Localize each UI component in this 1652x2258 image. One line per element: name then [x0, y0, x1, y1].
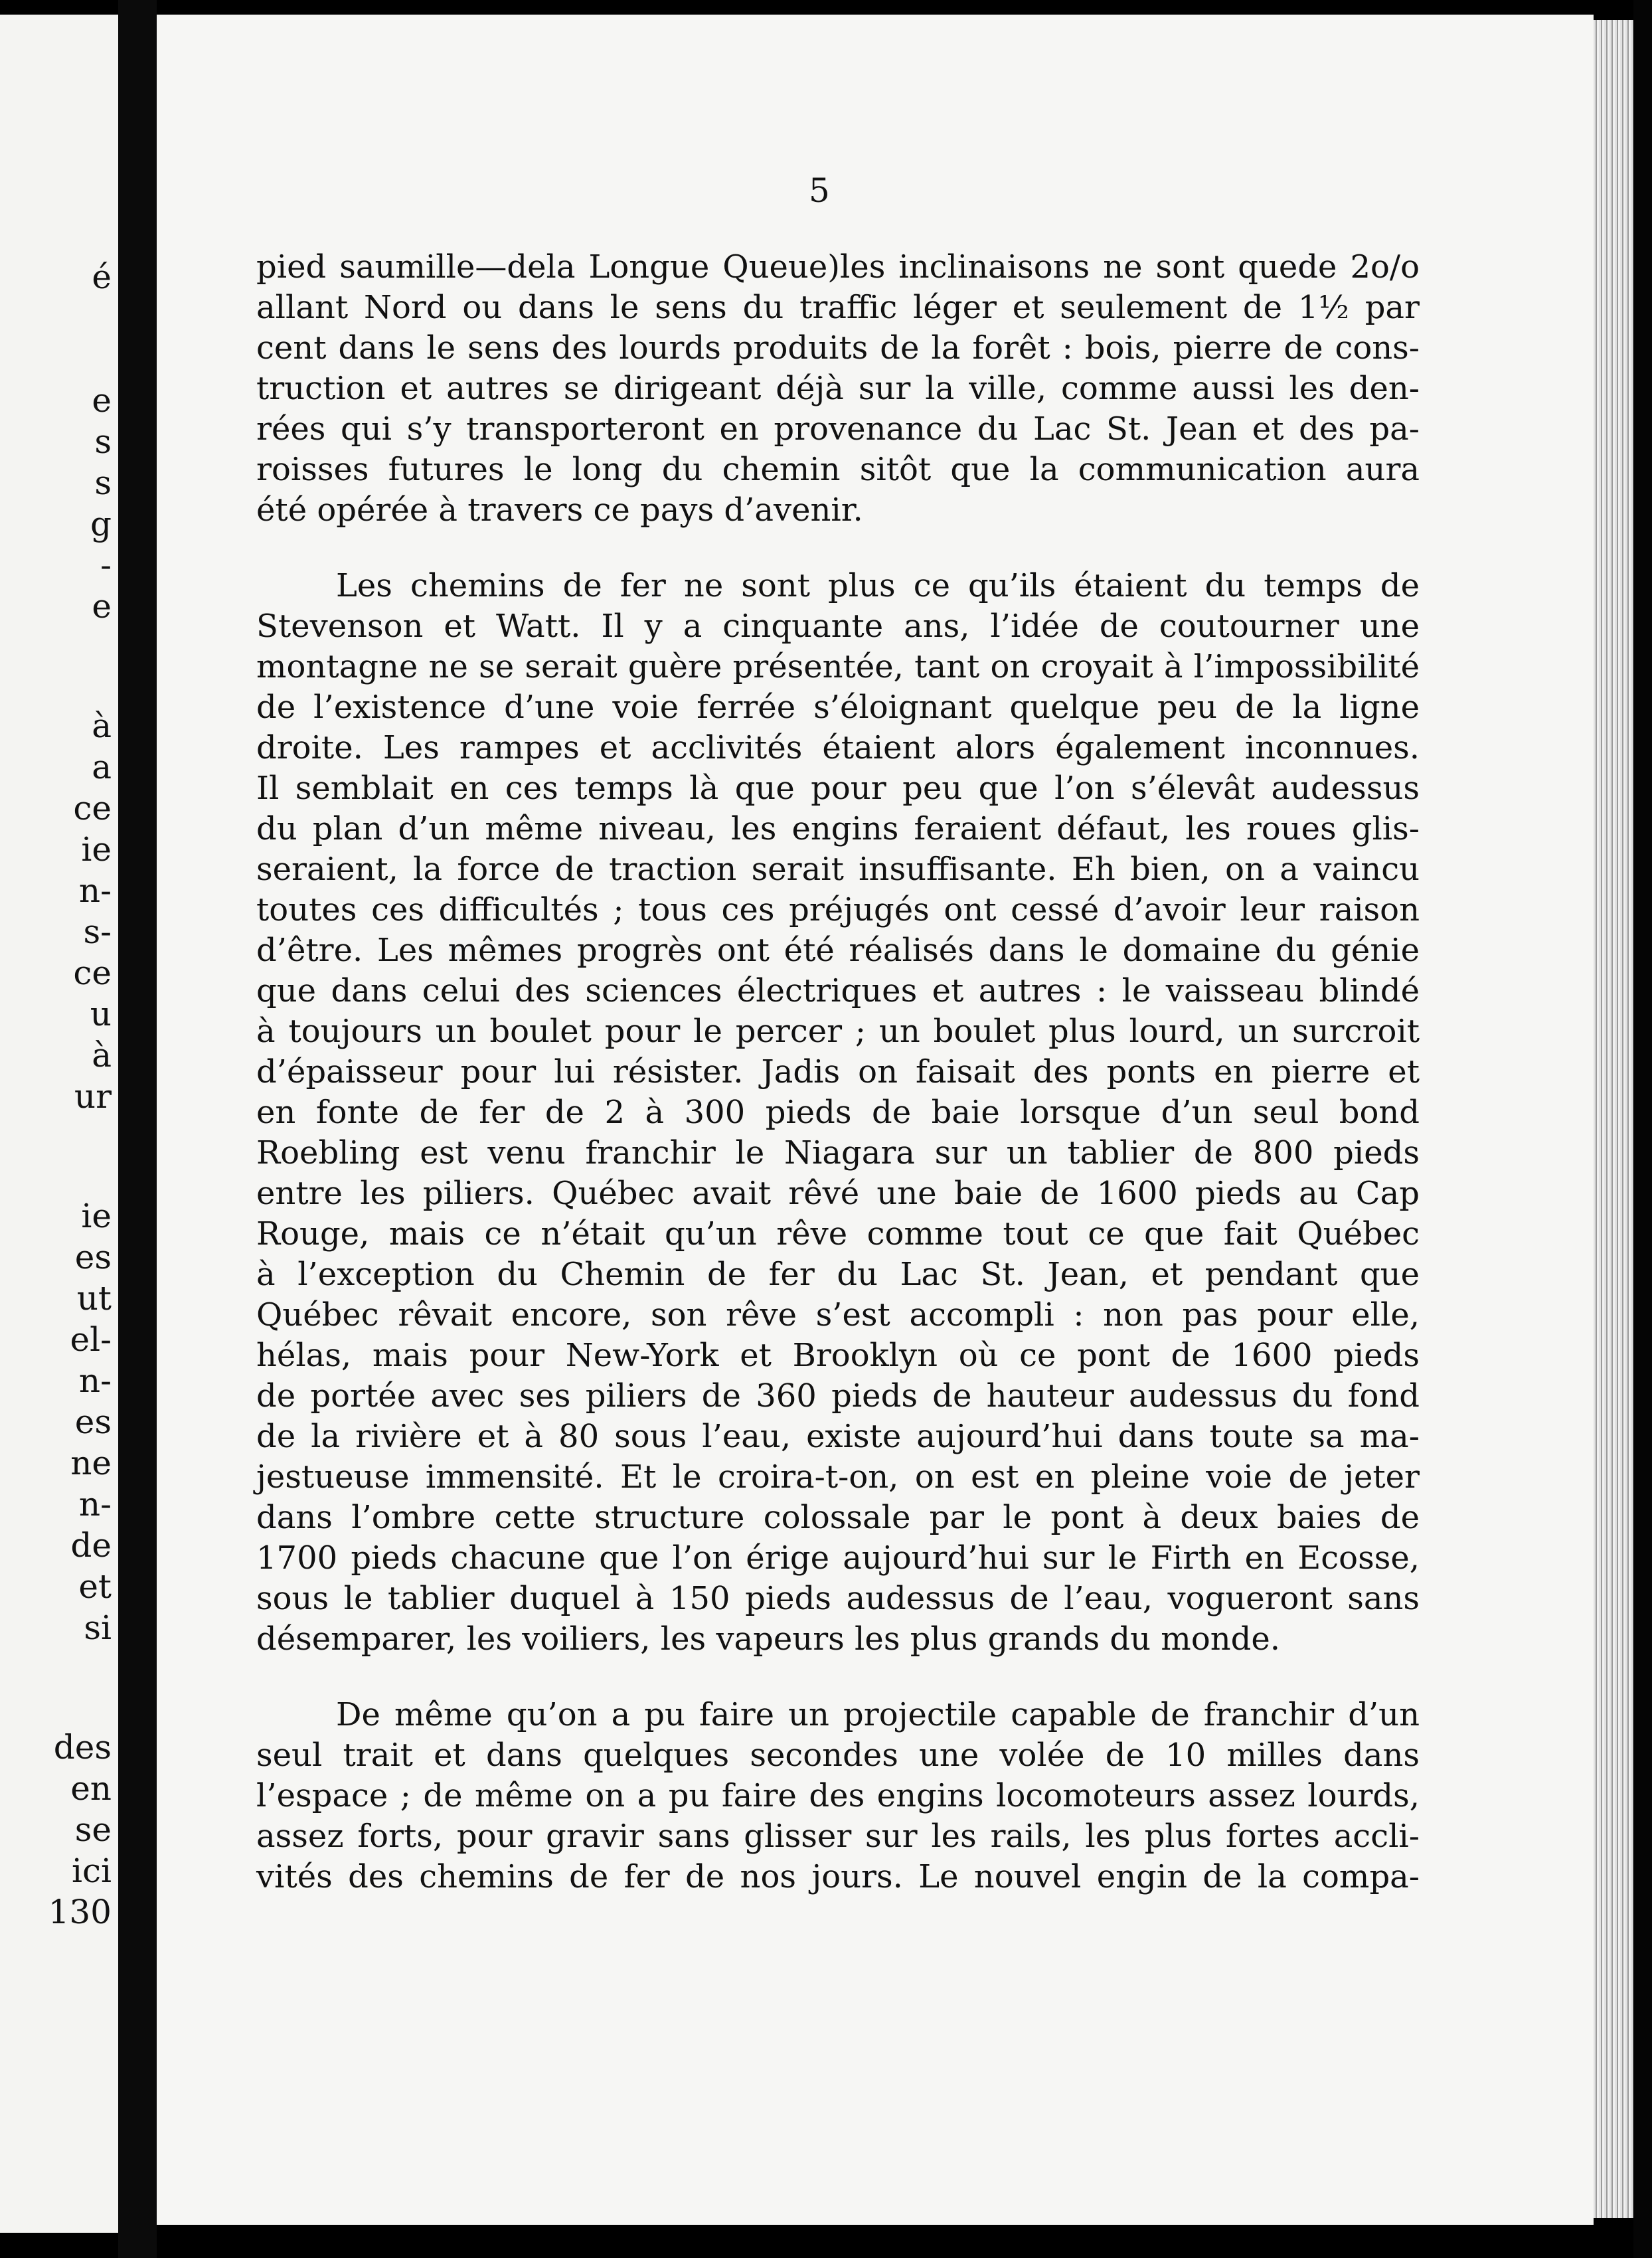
text-line: assez forts, pour gravir sans glisser sur les rails, les plus fortes accli-: [256, 1818, 1420, 1855]
left-page-fragment: ur: [74, 1077, 112, 1116]
left-page-fragment: g: [90, 505, 112, 543]
scan-border: [1633, 0, 1652, 2258]
text-line: été opérée à travers ce pays d’avenir.: [256, 491, 863, 529]
text-line: d’être. Les mêmes progrès ont été réalisés dans le domaine du génie: [256, 932, 1420, 969]
left-page-fragment: ie: [81, 830, 112, 869]
left-page-fragment: si: [84, 1608, 112, 1647]
text-line: Il semblait en ces temps là que pour peu que l’on s’élevât audessus: [256, 770, 1420, 807]
left-page-fragment: s-: [83, 912, 112, 951]
text-line: montagne ne se serait guère présentée, tant on croyait à l’impossibilité: [256, 648, 1420, 685]
left-page-fragment: e: [92, 381, 112, 420]
left-page-fragment: ut: [76, 1279, 112, 1318]
text-line: pied saumille—dela Longue Queue)les inclinaisons ne sont quede 2o/o: [256, 248, 1420, 286]
text-line: Rouge, mais ce n’était qu’un rêve comme tout ce que fait Québec: [256, 1215, 1420, 1253]
left-page-fragment: e: [92, 587, 112, 626]
text-line: sous le tablier duquel à 150 pieds audessus de l’eau, vogueront sans: [256, 1580, 1420, 1617]
previous-page-edge: [0, 15, 118, 2233]
left-page-fragment: ie: [81, 1197, 112, 1235]
left-page-fragment: n-: [78, 1361, 112, 1400]
left-page-fragment: -: [100, 546, 112, 584]
text-line: à l’exception du Chemin de fer du Lac St. Jean, et pendant que: [256, 1256, 1420, 1293]
text-line: toutes ces difficultés ; tous ces préjugés ont cessé d’avoir leur raison: [256, 891, 1420, 928]
left-page-fragment: de: [70, 1526, 112, 1565]
text-line: 1700 pieds chacune que l’on érige aujourd’hui sur le Firth en Ecosse,: [256, 1539, 1420, 1577]
left-page-fragment: n-: [78, 871, 112, 910]
text-line: allant Nord ou dans le sens du traffic léger et seulement de 1½ par: [256, 289, 1420, 326]
text-line: rées qui s’y transporteront en provenance du Lac St. Jean et des pa-: [256, 410, 1420, 448]
page-stack-edges: [1594, 20, 1633, 2218]
left-page-fragment: ce: [73, 789, 112, 827]
left-page-fragment: a: [92, 748, 112, 786]
text-line: de portée avec ses piliers de 360 pieds de hauteur audessus du fond: [256, 1377, 1420, 1415]
left-page-fragment: es: [74, 1238, 112, 1276]
text-line: hélas, mais pour New-York et Brooklyn où ce pont de 1600 pieds: [256, 1337, 1420, 1374]
book-gutter: [118, 0, 157, 2258]
left-page-fragment: el-: [70, 1320, 112, 1359]
text-line: à toujours un boulet pour le percer ; un boulet plus lourd, un surcroit: [256, 1013, 1420, 1050]
text-line: roisses futures le long du chemin sitôt que la communication aura: [256, 451, 1420, 488]
left-page-fragment: à: [92, 1036, 112, 1075]
text-line: seraient, la force de traction serait insuffisante. Eh bien, on a vaincu: [256, 851, 1420, 888]
left-page-fragment: es: [74, 1403, 112, 1441]
paragraph: [256, 566, 1420, 1660]
text-line: Québec rêvait encore, son rêve s’est accompli : non pas pour elle,: [256, 1296, 1420, 1334]
page-number: 5: [809, 171, 830, 210]
text-line: en fonte de fer de 2 à 300 pieds de baie lorsque d’un seul bond: [256, 1094, 1420, 1131]
text-line: l’espace ; de même on a pu faire des engins locomoteurs assez lourds,: [256, 1777, 1420, 1814]
text-line: truction et autres se dirigeant déjà sur la ville, comme aussi les den-: [256, 370, 1420, 407]
text-line: d’épaisseur pour lui résister. Jadis on faisait des ponts en pierre et: [256, 1053, 1420, 1090]
text-line: du plan d’un même niveau, les engins feraient défaut, les roues glis-: [256, 810, 1420, 847]
text-line: de la rivière et à 80 sous l’eau, existe aujourd’hui dans toute sa ma-: [256, 1418, 1420, 1455]
text-line: Stevenson et Watt. Il y a cinquante ans, l’idée de coutourner une: [256, 608, 1420, 645]
text-line: de l’existence d’une voie ferrée s’éloignant quelque peu de la ligne: [256, 689, 1420, 726]
left-page-fragment: à: [92, 707, 112, 745]
text-line: que dans celui des sciences électriques et autres : le vaisseau blindé: [256, 972, 1420, 1009]
text-line: entre les piliers. Québec avait rêvé une baie de 1600 pieds au Cap: [256, 1175, 1420, 1212]
left-page-fragment: s: [94, 422, 112, 461]
left-page-fragment: se: [74, 1810, 112, 1849]
page-body: [256, 247, 1420, 1897]
left-page-fragment: ici: [72, 1852, 112, 1890]
paragraph: [256, 247, 1420, 531]
text-line: dans l’ombre cette structure colossale par le pont à deux baies de: [256, 1499, 1420, 1536]
left-page-fragment: u: [90, 995, 112, 1033]
text-line: droite. Les rampes et acclivités étaient alors également inconnues.: [256, 729, 1420, 766]
text-line: jestueuse immensité. Et le croira-t-on, on est en pleine voie de jeter: [256, 1458, 1420, 1496]
text-line: Roebling est venu franchir le Niagara sur un tablier de 800 pieds: [256, 1134, 1420, 1172]
paragraph: [256, 1695, 1420, 1897]
left-page-fragment: et: [78, 1567, 112, 1606]
text-line: vités des chemins de fer de nos jours. Le nouvel engin de la compa-: [256, 1858, 1420, 1895]
text-line: cent dans le sens des lourds produits de la forêt : bois, pierre de cons-: [256, 329, 1420, 367]
left-page-fragment: des: [53, 1728, 112, 1767]
text-line: désemparer, les voiliers, les vapeurs les plus grands du monde.: [256, 1620, 1281, 1658]
left-page-fragment: s: [94, 464, 112, 502]
text-line: seul trait et dans quelques secondes une volée de 10 milles dans: [256, 1737, 1420, 1774]
left-page-fragment: 130: [48, 1893, 112, 1931]
left-page-fragment: ce: [73, 954, 112, 992]
left-page-fragment: en: [70, 1769, 112, 1808]
left-page-fragment: ne: [70, 1444, 112, 1482]
left-page-fragment: n-: [78, 1485, 112, 1523]
left-page-fragment: é: [92, 258, 112, 296]
text-line: Les chemins de fer ne sont plus ce qu’ils étaient du temps de: [336, 567, 1420, 604]
text-line: De même qu’on a pu faire un projectile capable de franchir d’un: [336, 1696, 1420, 1733]
